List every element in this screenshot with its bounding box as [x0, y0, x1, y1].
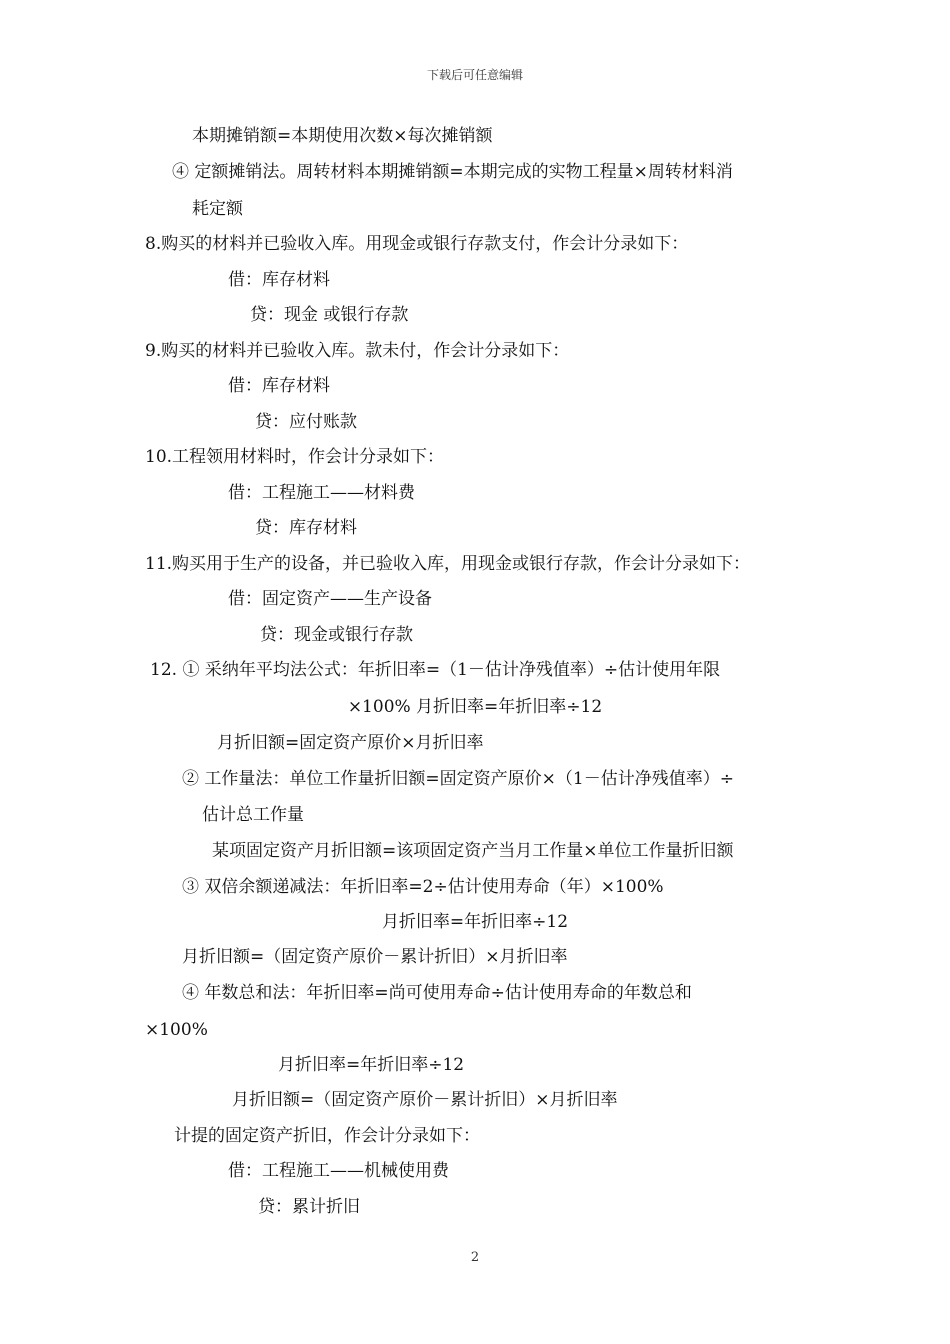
text-line: 8.购买的材料并已验收入库。用现金或银行存款支付，作会计分录如下：: [145, 234, 689, 254]
text-line: 借：工程施工——机械使用费: [228, 1161, 449, 1181]
text-line: ④ 年数总和法：年折旧率=尚可使用寿命÷估计使用寿命的年数总和: [182, 983, 692, 1003]
page-header: 下载后可任意编辑: [426, 68, 523, 82]
text-line: 贷：现金或银行存款: [260, 625, 413, 645]
text-line: 12. ① 采纳年平均法公式：年折旧率=（1－估计净残值率）÷估计使用年限: [150, 660, 721, 680]
text-line: 借：固定资产——生产设备: [228, 589, 432, 609]
text-line: 月折旧率=年折旧率÷12: [278, 1055, 465, 1075]
text-line: 借：库存材料: [228, 270, 330, 290]
text-line: 估计总工作量: [202, 805, 304, 825]
text-line: ×100%: [145, 1020, 208, 1040]
text-line: ④ 定额摊销法。周转材料本期摊销额=本期完成的实物工程量×周转材料消: [172, 162, 733, 182]
text-line: 借：工程施工——材料费: [228, 483, 415, 503]
text-line: ×100% 月折旧率=年折旧率÷12: [347, 697, 603, 717]
text-line: 月折旧额=（固定资产原价－累计折旧）×月折旧率: [232, 1090, 618, 1110]
text-line: 月折旧额=（固定资产原价－累计折旧）×月折旧率: [182, 947, 568, 967]
text-line: 某项固定资产月折旧额=该项固定资产当月工作量×单位工作量折旧额: [212, 841, 734, 861]
text-line: 贷：库存材料: [255, 518, 357, 538]
text-line: 本期摊销额=本期使用次数×每次摊销额: [192, 126, 493, 146]
text-line: 借：库存材料: [228, 376, 330, 396]
text-line: 11.购买用于生产的设备，并已验收入库，用现金或银行存款，作会计分录如下：: [145, 554, 751, 574]
text-line: 计提的固定资产折旧，作会计分录如下：: [174, 1126, 480, 1146]
text-line: 月折旧额=固定资产原价×月折旧率: [217, 733, 484, 753]
text-line: 贷：累计折旧: [258, 1197, 360, 1217]
page-number: 2: [470, 1250, 480, 1265]
text-line: 9.购买的材料并已验收入库。款未付，作会计分录如下：: [145, 341, 570, 361]
text-line: ② 工作量法：单位工作量折旧额=固定资产原价×（1－估计净残值率）÷: [182, 769, 734, 789]
text-line: 贷：应付账款: [255, 412, 357, 432]
text-line: 贷：现金 或银行存款: [250, 305, 409, 325]
text-line: 10.工程领用材料时，作会计分录如下：: [145, 447, 445, 467]
text-line: 月折旧率=年折旧率÷12: [381, 912, 569, 932]
text-line: 耗定额: [192, 199, 243, 219]
text-line: ③ 双倍余额递减法：年折旧率=2÷估计使用寿命（年）×100%: [182, 877, 664, 897]
